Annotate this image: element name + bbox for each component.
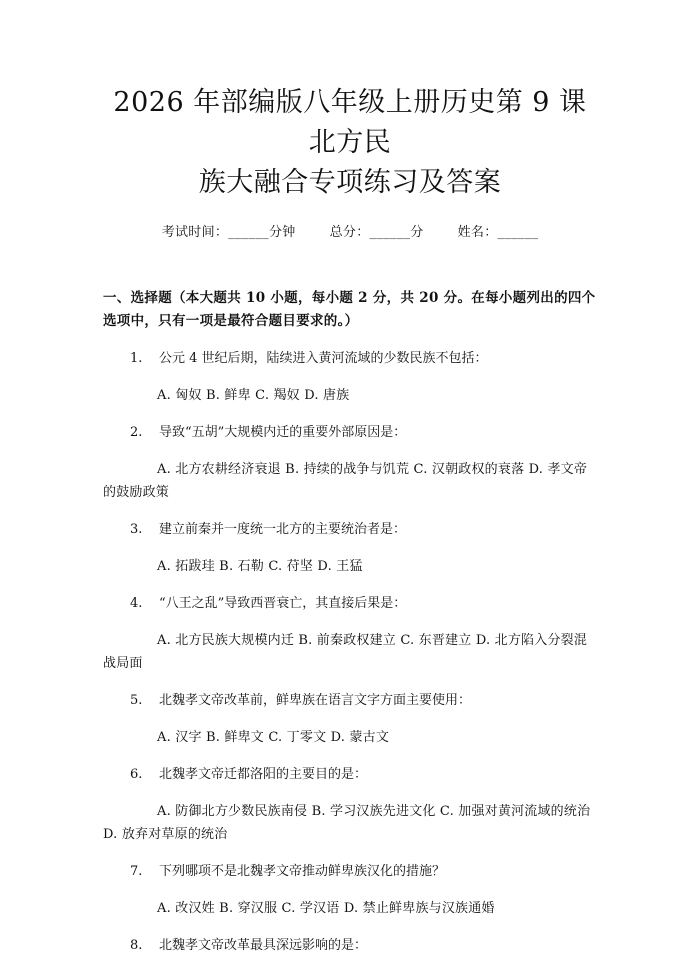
- document-title: [103, 0, 597, 203]
- title-line-2: 族大融合专项练习及答案: [198, 167, 502, 198]
- question-number: 3.: [130, 522, 143, 537]
- question-options: A. 匈奴 B. 鲜卑 C. 羯奴 D. 唐族: [157, 388, 350, 403]
- question-text: 建立前秦并一度统一北方的主要统治者是：: [159, 522, 407, 537]
- exam-time: 考试时间：______分钟: [161, 225, 296, 240]
- question-stem: [103, 763, 597, 786]
- question-stem: [103, 689, 597, 712]
- question-item: [103, 347, 597, 407]
- section-title: 一、选择题（本大题共 10 小题，每小题 2 分，共 20 分。在每小题列出的四个选项中，只有一项是最符合题目要求的。）: [103, 290, 596, 329]
- question-number: 2.: [130, 425, 143, 440]
- question-options: A. 北方农耕经济衰退 B. 持续的战争与饥荒 C. 汉朝政权的衰落 D. 孝文帝的鼓励政策: [103, 462, 588, 500]
- question-stem: [103, 347, 597, 370]
- student-name: 姓名：______: [457, 225, 539, 240]
- question-text: 北魏孝文帝改革前，鲜卑族在语言文字方面主要使用：: [159, 693, 472, 708]
- question-text: “八王之乱”导致西晋衰亡，其直接后果是：: [159, 596, 407, 611]
- question-text: 北魏孝文帝迁都洛阳的主要目的是：: [159, 767, 368, 782]
- question-number: 5.: [130, 693, 143, 708]
- question-text: 下列哪项不是北魏孝文帝推动鲜卑族汉化的措施？: [159, 864, 446, 879]
- question-stem: [103, 934, 597, 957]
- question-number: 1.: [130, 351, 143, 366]
- question-options: A. 防御北方少数民族南侵 B. 学习汉族先进文化 C. 加强对黄河流域的统治 D. 放弃对草原的统治: [103, 804, 591, 842]
- question-item: [103, 763, 597, 846]
- question-item: [103, 934, 597, 957]
- exam-meta: [103, 223, 597, 243]
- question-number: 7.: [130, 864, 143, 879]
- question-stem: [103, 592, 597, 615]
- question-number: 4.: [130, 596, 143, 611]
- question-text: 北魏孝文帝改革最具深远影响的是：: [159, 938, 368, 953]
- question-options: A. 改汉姓 B. 穿汉服 C. 学汉语 D. 禁止鲜卑族与汉族通婚: [157, 901, 495, 916]
- question-item: [103, 689, 597, 749]
- question-number: 6.: [130, 767, 143, 782]
- question-options: A. 拓跋珪 B. 石勒 C. 苻坚 D. 王猛: [157, 559, 363, 574]
- question-options: A. 汉字 B. 鲜卑文 C. 丁零文 D. 蒙古文: [157, 730, 390, 745]
- total-score: 总分：______分: [329, 225, 424, 240]
- title-line-1: 2026 年部编版八年级上册历史第 9 课北方民: [113, 87, 587, 158]
- question-stem: [103, 421, 597, 444]
- question-item: [103, 421, 597, 504]
- question-item: [103, 592, 597, 675]
- question-stem: [103, 860, 597, 883]
- question-text: 导致“五胡”大规模内迁的重要外部原因是：: [159, 425, 407, 440]
- question-list: [103, 347, 597, 957]
- question-item: [103, 860, 597, 920]
- question-number: 8.: [130, 938, 143, 953]
- question-text: 公元 4 世纪后期，陆续进入黄河流域的少数民族不包括：: [159, 351, 488, 366]
- question-options: A. 北方民族大规模内迁 B. 前秦政权建立 C. 东晋建立 D. 北方陷入分裂混战局面: [103, 633, 588, 671]
- question-stem: [103, 518, 597, 541]
- question-item: [103, 518, 597, 578]
